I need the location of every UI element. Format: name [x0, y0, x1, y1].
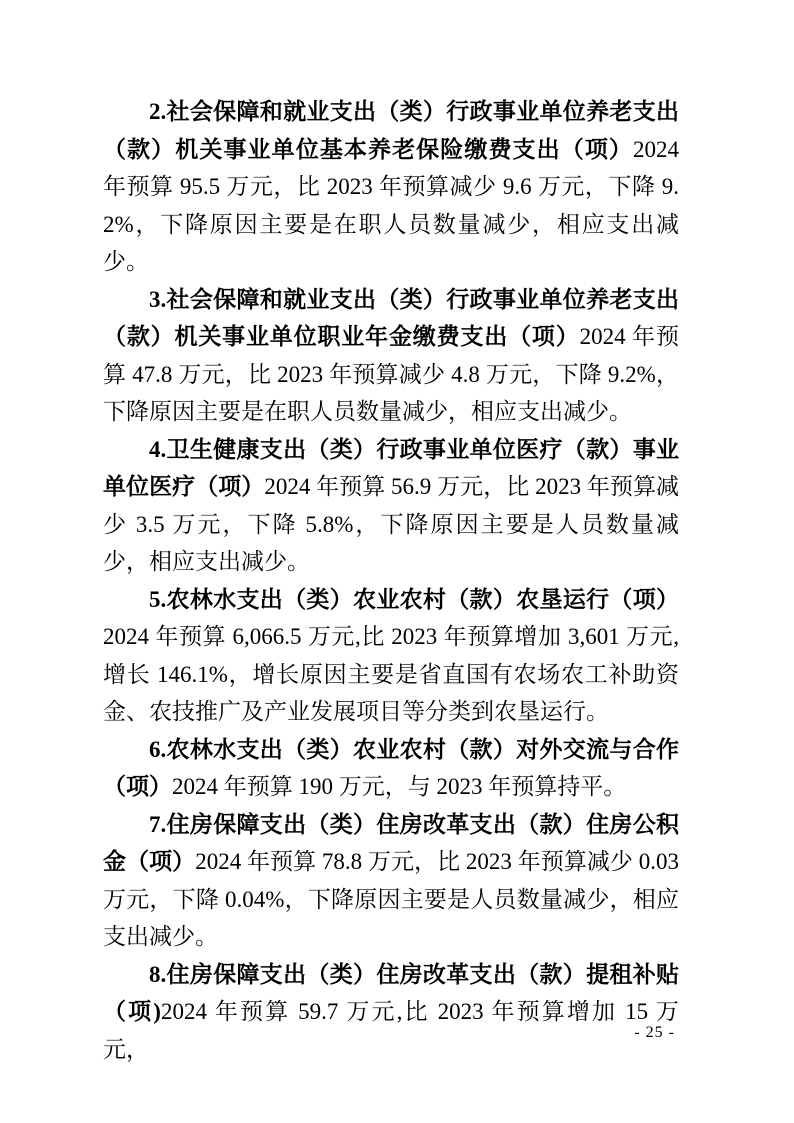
budget-paragraph-3: [103, 281, 679, 431]
paragraph-heading: 6.农林水支出（类）农业农村（款）对外交流与合作（项）: [103, 736, 679, 799]
budget-paragraph-5: [103, 581, 679, 731]
paragraph-text: 2024 年预算 6,066.5 万元,比 2023 年预算增加 3,601 万元,增长 146.1%，增长原因主要是省直国有农场农工补助资金、农技推广及产业发展项目等分类到农垦运行。: [103, 624, 679, 724]
page-footer: [0, 1023, 675, 1043]
paragraph-heading: 7.住房保障支出（类）住房改革支出（款）住房公积金（项）: [103, 811, 679, 874]
page-number: - 25 -: [634, 1024, 675, 1041]
budget-paragraph-6: [103, 731, 679, 806]
budget-paragraph-2: [103, 93, 679, 281]
paragraph-text: 2024 年预算 59.7 万元,比 2023 年预算增加 15 万元，: [103, 999, 679, 1062]
budget-paragraph-4: [103, 431, 679, 581]
paragraph-text: 2024 年预算 56.9 万元，比 2023 年预算减少 3.5 万元，下降 5.8%，下降原因主要是人员数量减少，相应支出减少。: [103, 474, 680, 574]
paragraph-heading: 3.社会保障和就业支出（类）行政事业单位养老支出（款）机关事业单位职业年金缴费支出（项）: [103, 286, 679, 349]
paragraph-text: 2024 年预算 78.8 万元，比 2023 年预算减少 0.03 万元，下降 0.04%，下降原因主要是人员数量减少，相应支出减少。: [103, 849, 680, 949]
budget-paragraph-7: [103, 806, 679, 956]
paragraph-heading: 8.住房保障支出（类）住房改革支出（款）提租补贴（项): [103, 961, 679, 1024]
paragraph-heading: 2.社会保障和就业支出（类）行政事业单位养老支出（款）机关事业单位基本养老保险缴费支出（项）: [103, 99, 679, 162]
paragraph-heading: 5.农林水支出（类）农业农村（款）农垦运行（项）: [149, 586, 679, 612]
document-body: [103, 93, 679, 1068]
budget-paragraph-8: [103, 956, 679, 1069]
paragraph-text: 2024 年预算 95.5 万元，比 2023 年预算减少 9.6 万元，下降 9.2%，下降原因主要是在职人员数量减少，相应支出减少。: [103, 136, 679, 274]
paragraph-heading: 4.卫生健康支出（类）行政事业单位医疗（款）事业单位医疗（项）: [103, 436, 679, 499]
paragraph-text: 2024 年预算 47.8 万元，比 2023 年预算减少 4.8 万元，下降 9.2%，下降原因主要是在职人员数量减少，相应支出减少。: [103, 324, 680, 424]
paragraph-text: 2024 年预算 190 万元，与 2023 年预算持平。: [172, 774, 627, 799]
